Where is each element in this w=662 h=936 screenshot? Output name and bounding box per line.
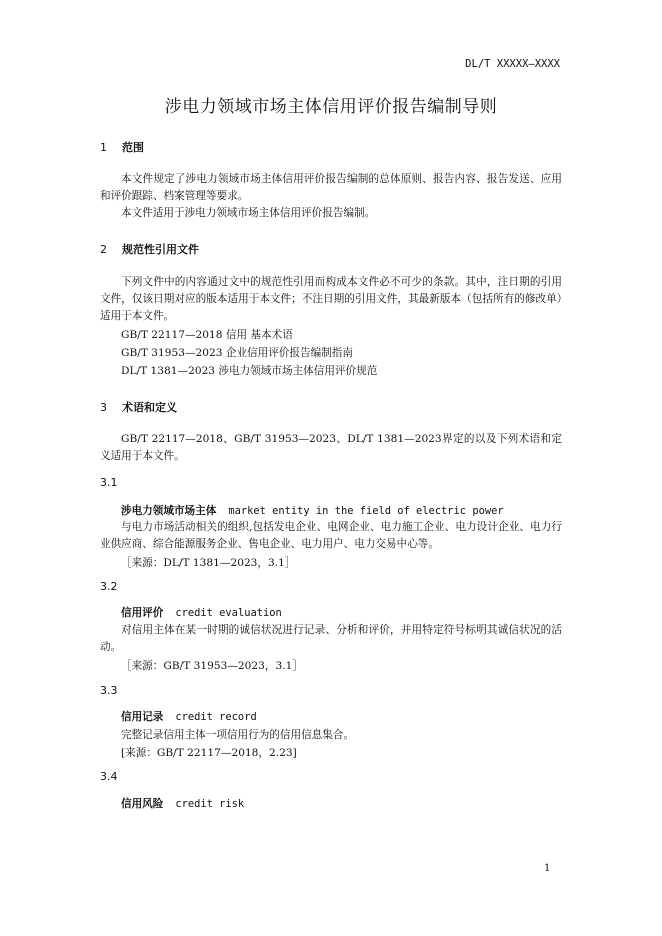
term-number: 3.3 [100, 684, 118, 697]
term-english: credit record [175, 711, 257, 723]
paragraph: 下列文件中的内容通过文中的规范性引用而构成本文件必不可少的条款。其中，注日期的引用文件，仅该日期对应的版本适用于本文件；不注日期的引用文件，其最新版本（包括所有的修改单）适用于本文件。 [100, 276, 562, 322]
term-source: [来源：GB/T 22117—2018，2.23] [121, 747, 297, 759]
paragraph: 本文件适用于涉电力领域市场主体信用评价报告编制。 [121, 207, 376, 219]
page-number: 1 [544, 863, 551, 874]
term-number: 3.4 [100, 770, 118, 783]
standard-number: DL/T XXXXX—XXXX [465, 58, 560, 70]
section-title: 术语和定义 [122, 401, 177, 414]
term-english: market entity in the field of electric power [228, 505, 504, 517]
term-chinese: 信用记录 [121, 711, 164, 723]
term-chinese: 信用风险 [121, 798, 164, 810]
term-chinese: 信用评价 [121, 607, 164, 619]
section-title: 范围 [122, 141, 144, 154]
term-number: 3.2 [100, 580, 118, 593]
term-source: ［来源：DL/T 1381—2023，3.1］ [121, 557, 296, 569]
reference-item: GB/T 22117—2018 信用 基本术语 [121, 329, 293, 341]
section-title: 规范性引用文件 [122, 243, 199, 256]
term-definition: 完整记录信用主体一项信用行为的信用信息集合。 [121, 729, 355, 741]
term-english: credit risk [175, 798, 245, 810]
term-entry [121, 503, 504, 518]
term-english: credit evaluation [175, 607, 282, 619]
section-heading-3 [100, 399, 177, 415]
document-title: 涉电力领域市场主体信用评价报告编制导则 [164, 97, 498, 117]
section-heading-1 [100, 139, 144, 155]
term-source: ［来源：GB/T 31953—2023，3.1］ [121, 660, 303, 672]
section-number: 1 [100, 141, 107, 154]
paragraph: GB/T 22117—2018、GB/T 31953—2023、DL/T 1381—2023界定的以及下列术语和定义适用于本文件。 [100, 433, 562, 462]
term-definition: 与电力市场活动相关的组织,包括发电企业、电网企业、电力施工企业、电力设计企业、电力行业供应商、综合能源服务企业、售电企业、电力用户、电力交易中心等。 [100, 521, 562, 550]
reference-item: GB/T 31953—2023 企业信用评价报告编制指南 [121, 347, 353, 359]
term-entry [121, 709, 257, 724]
section-number: 2 [100, 243, 107, 256]
section-heading-2 [100, 241, 199, 257]
term-entry [121, 796, 244, 811]
term-number: 3.1 [100, 476, 118, 489]
section-number: 3 [100, 401, 107, 414]
reference-item: DL/T 1381—2023 涉电力领域市场主体信用评价规范 [121, 365, 378, 377]
term-chinese: 涉电力领域市场主体 [121, 505, 217, 517]
paragraph: 本文件规定了涉电力领域市场主体信用评价报告编制的总体原则、报告内容、报告发送、应用和评价跟踪、档案管理等要求。 [100, 173, 562, 202]
term-definition: 对信用主体在某一时期的诚信状况进行记录、分析和评价，并用特定符号标明其诚信状况的活动。 [100, 624, 562, 653]
term-entry [121, 605, 282, 620]
